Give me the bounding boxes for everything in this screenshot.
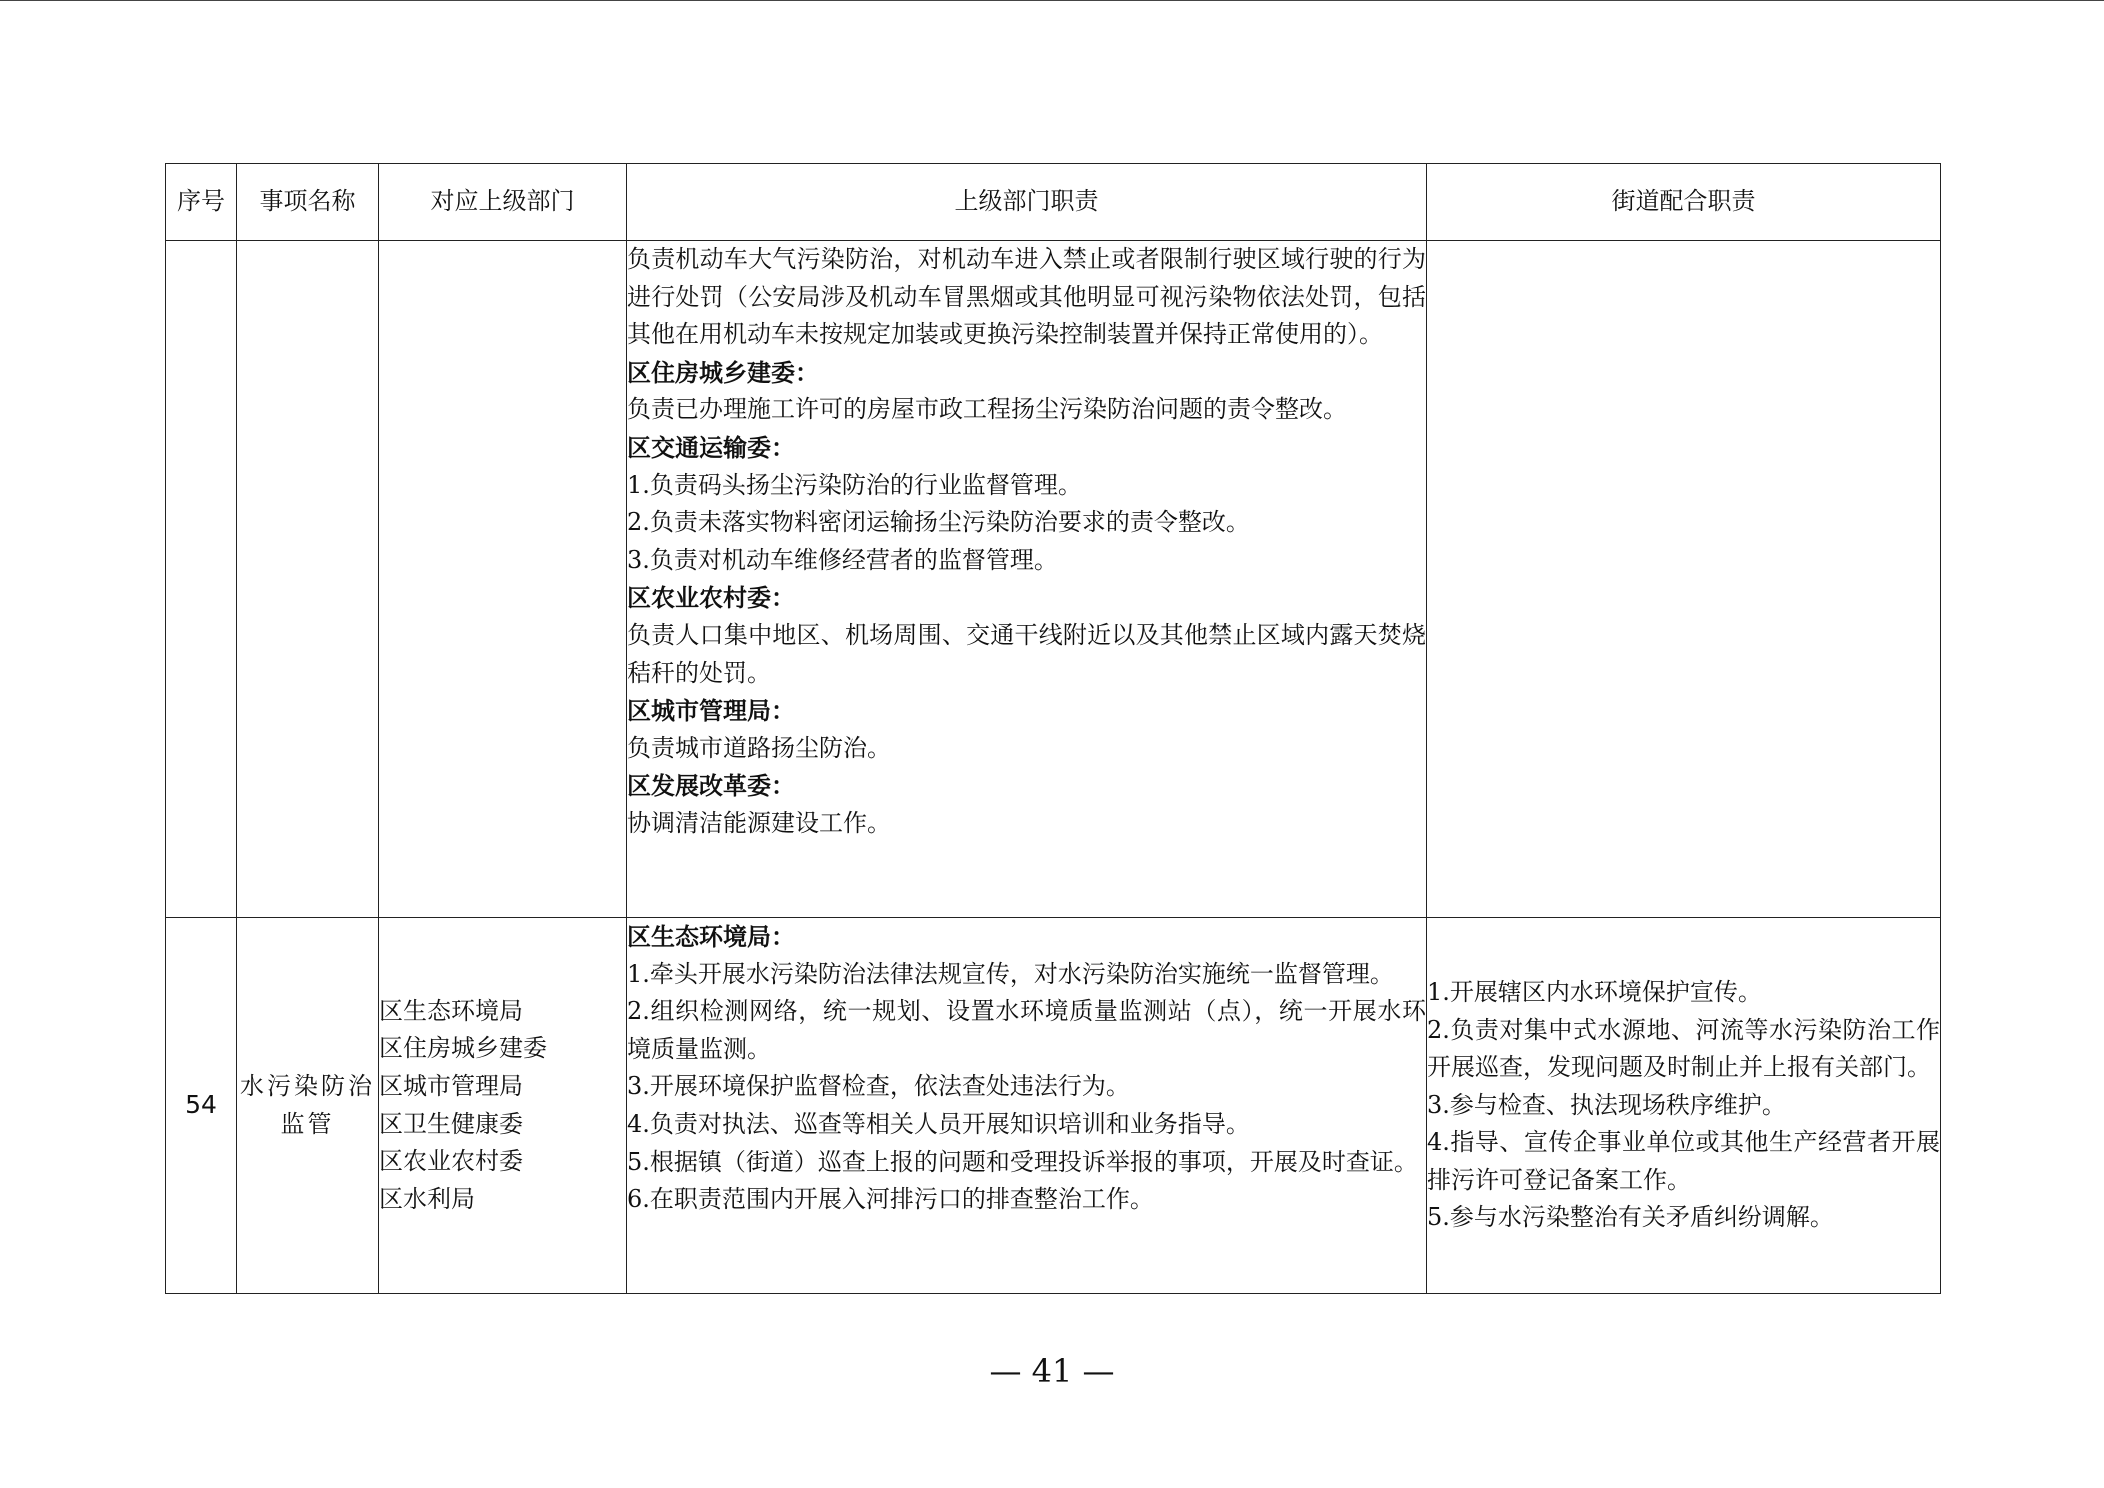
duty-item: 负责城市道路扬尘防治。 — [627, 733, 891, 762]
dept-list-item: 区住房城乡建委 — [379, 1034, 547, 1063]
table-header-row — [166, 164, 1941, 241]
street-duty-item: 5.参与水污染整治有关矛盾纠纷调解。 — [1427, 1203, 1834, 1232]
page-number: — 41 — — [989, 1352, 1115, 1390]
dept-heading: 区交通运输委： — [627, 432, 795, 462]
duty-item: 2.组织检测网络，统一规划、设置水环境质量监测站（点），统一开展水环境质量监测。 — [627, 997, 1426, 1063]
street-cell-empty — [1427, 241, 1941, 918]
dept-heading: 区住房城乡建委： — [627, 357, 819, 387]
item-name-cell: 水污染防治监管 — [237, 918, 379, 1294]
item-cell-empty — [237, 241, 379, 918]
duty-item: 3.负责对机动车维修经营者的监督管理。 — [627, 545, 1058, 574]
dept-heading: 区发展改革委： — [627, 771, 795, 801]
duty-item: 6.在职责范围内开展入河排污口的排查整治工作。 — [627, 1185, 1154, 1214]
dept-list-item: 区城市管理局 — [379, 1071, 523, 1100]
top-border-line — [0, 0, 2104, 1]
table-row-continued — [166, 241, 1941, 918]
header-street-duty: 街道配合职责 — [1427, 164, 1941, 241]
header-seq: 序号 — [166, 164, 237, 241]
duty-item: 3.开展环境保护监督检查，依法查处违法行为。 — [627, 1072, 1130, 1101]
table-row-54 — [166, 918, 1941, 1294]
dept-heading: 区农业农村委： — [627, 583, 795, 613]
dept-list-item: 区水利局 — [379, 1184, 475, 1213]
duty-item: 1.牵头开展水污染防治法律法规宣传，对水污染防治实施统一监督管理。 — [627, 959, 1394, 988]
duty-cell — [627, 918, 1427, 1294]
seq-cell — [166, 918, 237, 1294]
dept-list-item: 区卫生健康委 — [379, 1109, 523, 1138]
duty-item: 2.负责未落实物料密闭运输扬尘污染防治要求的责令整改。 — [627, 508, 1250, 537]
duty-item: 4.负责对执法、巡查等相关人员开展知识培训和业务指导。 — [627, 1109, 1250, 1138]
duty-item: 5.根据镇（街道）巡查上报的问题和受理投诉举报的事项，开展及时查证。 — [627, 1147, 1418, 1176]
street-duty-item: 1.开展辖区内水环境保护宣传。 — [1427, 977, 1762, 1006]
street-duty-item: 3.参与检查、执法现场秩序维护。 — [1427, 1090, 1786, 1119]
seq-number: 54 — [185, 1090, 217, 1120]
duty-cell-continued — [627, 241, 1427, 918]
dept-list-cell — [379, 918, 627, 1294]
street-duty-item: 2.负责对集中式水源地、河流等水污染防治工作开展巡查，发现问题及时制止并上报有关部门。 — [1427, 1015, 1940, 1082]
duty-item: 1.负责码头扬尘污染防治的行业监督管理。 — [627, 470, 1082, 499]
dept-heading: 区生态环境局： — [627, 922, 795, 951]
street-duty-cell — [1427, 918, 1941, 1294]
header-department: 对应上级部门 — [379, 164, 627, 241]
header-item-name: 事项名称 — [237, 164, 379, 241]
dept-cell-empty — [379, 241, 627, 918]
dept-heading: 区城市管理局： — [627, 696, 795, 726]
dept-list-item: 区生态环境局 — [379, 996, 523, 1025]
dept-list-item: 区农业农村委 — [379, 1147, 523, 1176]
duty-intro-text: 负责机动车大气污染防治，对机动车进入禁止或者限制行驶区域行驶的行为进行处罚（公安局涉及机动车冒黑烟或其他明显可视污染物依法处罚，包括其他在用机动车未按规定加装或更换污染控制装置并保持正常使用的）。 — [627, 245, 1426, 349]
duty-item: 负责人口集中地区、机场周围、交通干线附近以及其他禁止区域内露天焚烧秸秆的处罚。 — [627, 620, 1426, 687]
duty-item: 协调清洁能源建设工作。 — [627, 808, 891, 837]
seq-cell-empty — [166, 241, 237, 918]
header-duty: 上级部门职责 — [627, 164, 1427, 241]
street-duty-item: 4.指导、宣传企事业单位或其他生产经营者开展排污许可登记备案工作。 — [1427, 1128, 1940, 1194]
duty-item: 负责已办理施工许可的房屋市政工程扬尘污染防治问题的责令整改。 — [627, 395, 1347, 424]
duty-table — [165, 163, 1941, 1294]
